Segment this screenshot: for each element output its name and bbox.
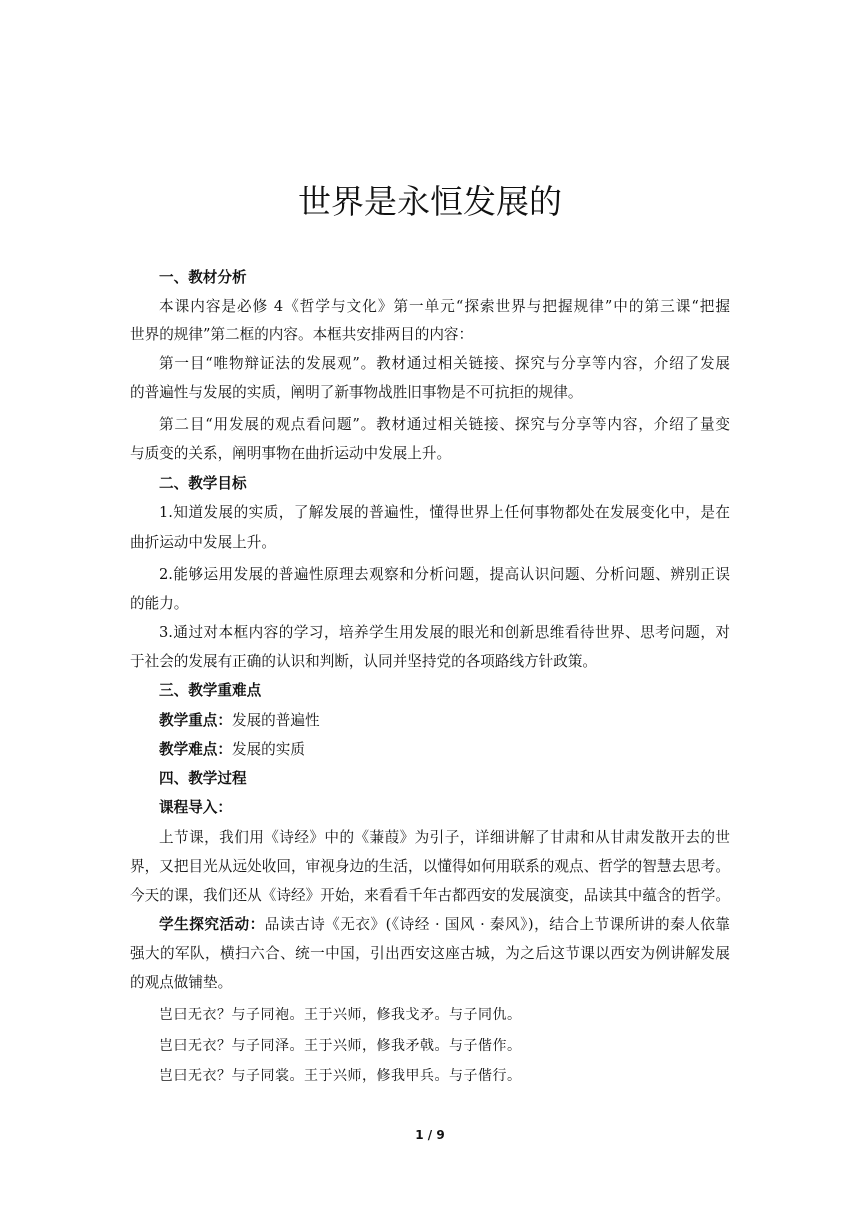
page-number: 1 / 9 (415, 1128, 445, 1142)
paragraph-line: 1.知道发展的实质，了解发展的普遍性，懂得世界上任何事物都处在发展变化中，是在 (159, 504, 730, 521)
activity-line (159, 915, 730, 935)
paragraph-line: 于社会的发展有正确的认识和判断，认同并坚持党的各项路线方针政策。 (130, 653, 598, 670)
paragraph-line: 的能力。 (130, 595, 189, 612)
key-point-line (159, 711, 730, 731)
poem-line: 岂曰无衣？与子同袍。王于兴师，修我戈矛。与子同仇。 (159, 1007, 522, 1023)
section-heading-teaching-process: 四、教学过程 (159, 770, 247, 787)
difficult-point-line (159, 740, 730, 760)
key-point-value: 发展的普遍性 (231, 712, 320, 729)
paragraph-line: 今天的课，我们还从《诗经》开始，来看看千年古都西安的发展演变，品读其中蕴含的哲学。 (130, 887, 730, 904)
key-point-label: 教学重点： (159, 712, 232, 729)
difficult-point-value: 发展的实质 (231, 741, 305, 758)
paragraph-line: 界，又把目光从远处收回，审视身边的生活，以懂得如何用联系的观点、哲学的智慧去思考。 (130, 858, 730, 875)
poem-line: 岂曰无衣？与子同裳。王于兴师，修我甲兵。与子偕行。 (159, 1068, 522, 1084)
section-heading-teaching-goals: 二、教学目标 (159, 475, 247, 492)
paragraph-line: 第二目“用发展的观点看问题”。教材通过相关链接、探究与分享等内容，介绍了量变 (159, 416, 730, 433)
paragraph-line: 2.能够运用发展的普遍性原理去观察和分析问题，提高认识问题、分析问题、辨别正误 (159, 566, 730, 583)
difficult-point-label: 教学难点： (159, 741, 232, 758)
paragraph-line: 与质变的关系，阐明事物在曲折运动中发展上升。 (130, 445, 452, 462)
section-heading-textbook-analysis: 一、教材分析 (159, 269, 247, 286)
paragraph-line: 曲折运动中发展上升。 (130, 534, 276, 551)
poem-line: 岂曰无衣？与子同泽。王于兴师，修我矛戟。与子偕作。 (159, 1038, 522, 1054)
paragraph-line: 的普遍性与发展的实质，阐明了新事物战胜旧事物是不可抗拒的规律。 (130, 384, 583, 401)
section-heading-key-difficult-points: 三、教学重难点 (159, 682, 262, 699)
paragraph-line: 的观点做铺垫。 (130, 974, 233, 991)
activity-text: 品读古诗《无衣》(《诗经 · 国风 · 秦风》)，结合上节课所讲的秦人依靠 (264, 916, 730, 933)
paragraph-line: 本课内容是必修 4《哲学与文化》第一单元“探索世界与把握规律”中的第三课“把握 (159, 298, 730, 315)
paragraph-line: 上节课，我们用《诗经》中的《蒹葭》为引子，详细讲解了甘肃和从甘肃发散开去的世 (159, 829, 730, 846)
paragraph-line: 3.通过对本框内容的学习，培养学生用发展的眼光和创新思维看待世界、思考问题，对 (159, 624, 730, 641)
paragraph-line: 强大的军队，横扫六合、统一中国，引出西安这座古城，为之后这节课以西安为例讲解发展 (130, 945, 730, 962)
course-intro-label: 课程导入： (159, 799, 232, 816)
activity-label: 学生探究活动： (159, 916, 265, 933)
paragraph-line: 世界的规律”第二框的内容。本框共安排两目的内容： (130, 326, 474, 343)
document-title: 世界是永恒发展的 (298, 182, 562, 221)
paragraph-line: 第一目“唯物辩证法的发展观”。教材通过相关链接、探究与分享等内容，介绍了发展 (159, 355, 730, 372)
